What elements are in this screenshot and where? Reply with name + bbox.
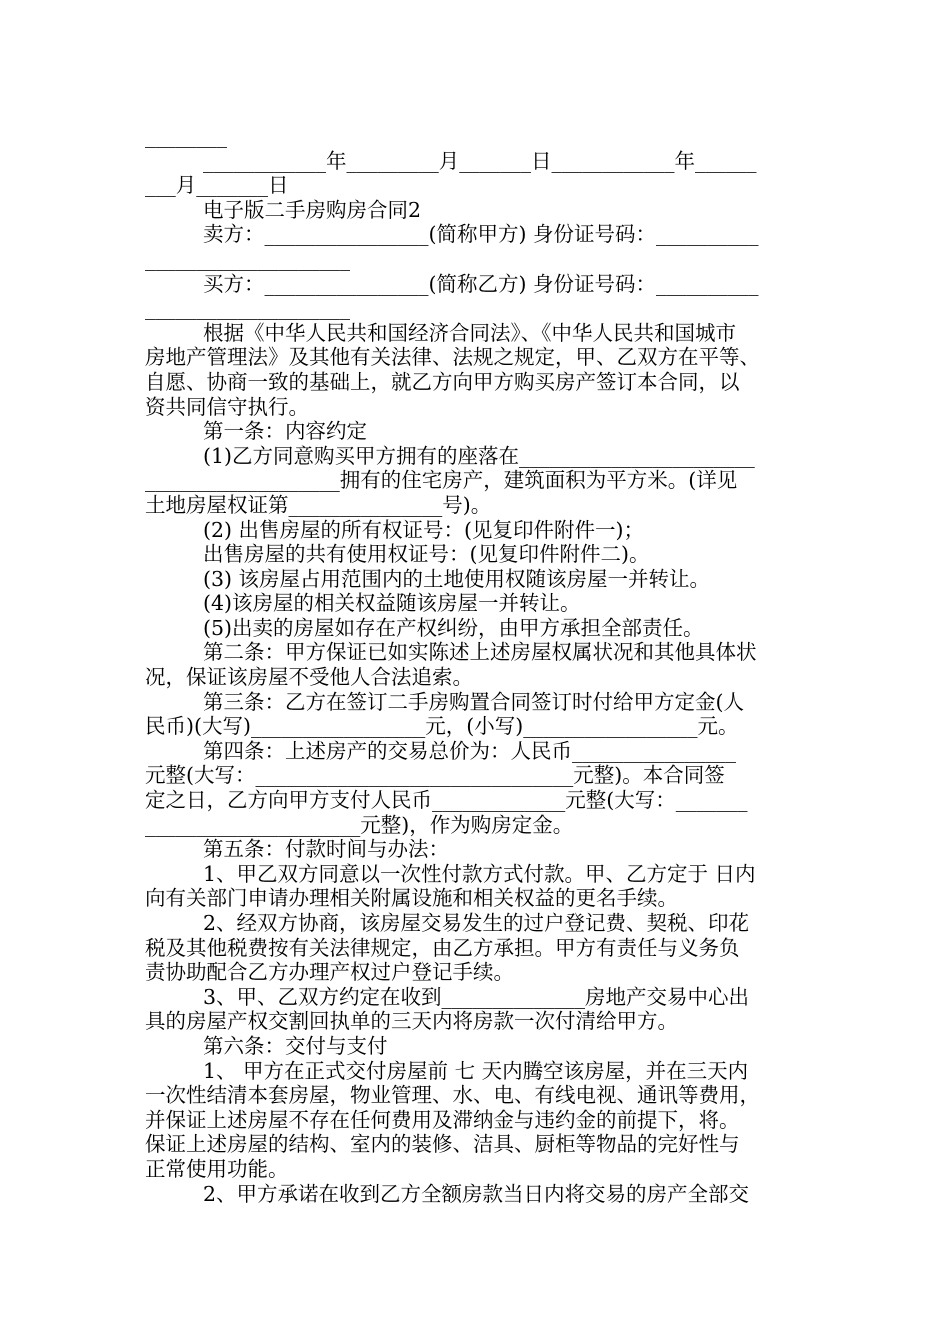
text-line: 1、甲乙双方同意以一次性付款方式付款。甲、乙方定于 日内 (203, 861, 756, 886)
text-line: 正常使用功能。 (145, 1156, 289, 1181)
text-line: 资共同信守执行。 (145, 394, 309, 419)
text-line: 第三条：乙方在签订二手房购置合同签订时付给甲方定金(人 (203, 689, 744, 714)
text-line: 民币)(大写)_________________元，(小写)_________________元。 (145, 714, 739, 739)
text-line: 2、甲方承诺在收到乙方全额房款当日内将交易的房产全部交 (203, 1181, 750, 1206)
text-line: (5)出卖的房屋如存在产权纠纷，由甲方承担全部责任。 (203, 615, 704, 640)
text-line: ___________________拥有的住宅房产，建筑面积为平方米。(详见 (145, 468, 738, 493)
text-line: (4)该房屋的相关权益随该房屋一并转让。 (203, 591, 581, 616)
text-line: (1)乙方同意购买甲方拥有的座落在_______________________ (203, 443, 755, 468)
text-line: 土地房屋权证第_______________号)。 (145, 492, 492, 517)
text-line: 具的房屋产权交割回执单的三天内将房款一次付清给甲方。 (145, 1009, 678, 1034)
text-line: 税及其他税费按有关法律规定，由乙方承担。甲方有责任与义务负 (145, 935, 740, 960)
text-line: 出售房屋的共有使用权证号：(见复印件附件二)。 (203, 542, 650, 567)
text-line: 向有关部门申请办理相关附属设施和相关权益的更名手续。 (145, 886, 678, 911)
text-line: 房地产管理法》及其他有关法律、法规之规定，甲、乙双方在平等、 (145, 345, 760, 370)
text-line: 根据《中华人民共和国经济合同法》、《中华人民共和国城市 (203, 320, 736, 345)
text-line: 第二条：甲方保证已如实陈述上述房屋权属状况和其他具体状 (203, 640, 757, 665)
text-line: 第一条：内容约定 (203, 419, 367, 444)
text-line: 1、 甲方在正式交付房屋前 七 天内腾空该房屋，并在三天内 (203, 1058, 749, 1083)
text-line: 定之日，乙方向甲方支付人民币_____________元整(大写：_______ (145, 788, 748, 813)
text-line: 第六条：交付与支付 (203, 1033, 388, 1058)
text-line: 电子版二手房购房合同2 (203, 197, 422, 222)
text-line: ____________年_________月_______日____________年______ (203, 148, 757, 173)
text-line: (3) 该房屋占用范围内的土地使用权随该房屋一并转让。 (203, 566, 711, 591)
text-line: 元整(大写：_______________________________元整)。本合同签 (145, 763, 725, 788)
text-line: ________ (145, 124, 227, 148)
text-line: 买方：________________(简称乙方) 身份证号码：__________ (203, 271, 759, 296)
text-line: ____________________ (145, 296, 350, 321)
text-line: 况，保证该房屋不受他人合法追索。 (145, 665, 473, 690)
text-line: ___月_______日 (145, 173, 289, 198)
text-line: 自愿、协商一致的基础上，就乙方向甲方购买房产签订本合同，以 (145, 369, 740, 394)
text-line: 3、甲、乙双方约定在收到______________房地产交易中心出 (203, 984, 750, 1009)
text-line: _____________________元整)，作为购房定金。 (145, 812, 574, 837)
text-line: 第四条：上述房产的交易总价为：人民币________________ (203, 738, 736, 763)
text-line: 并保证上述房屋不存在任何费用及滞纳金与违约金的前提下，将。 (145, 1107, 740, 1132)
text-line: (2) 出售房屋的所有权证号：(见复印件附件一)； (203, 517, 645, 542)
text-line: 保证上述房屋的结构、室内的装修、洁具、厨柜等物品的完好性与 (145, 1132, 740, 1157)
text-line: 一次性结清本套房屋，物业管理、水、电、有线电视、通讯等费用， (145, 1083, 760, 1108)
document-page (145, 124, 809, 1206)
text-line: 2、经双方协商，该房屋交易发生的过户登记费、契税、印花 (203, 911, 750, 935)
text-line: 第五条：付款时间与办法： (203, 837, 449, 862)
text-line: ____________________ (145, 246, 350, 271)
text-line: 卖方：________________(简称甲方) 身份证号码：__________ (203, 222, 759, 247)
text-line: 责协助配合乙方办理产权过户登记手续。 (145, 960, 514, 985)
